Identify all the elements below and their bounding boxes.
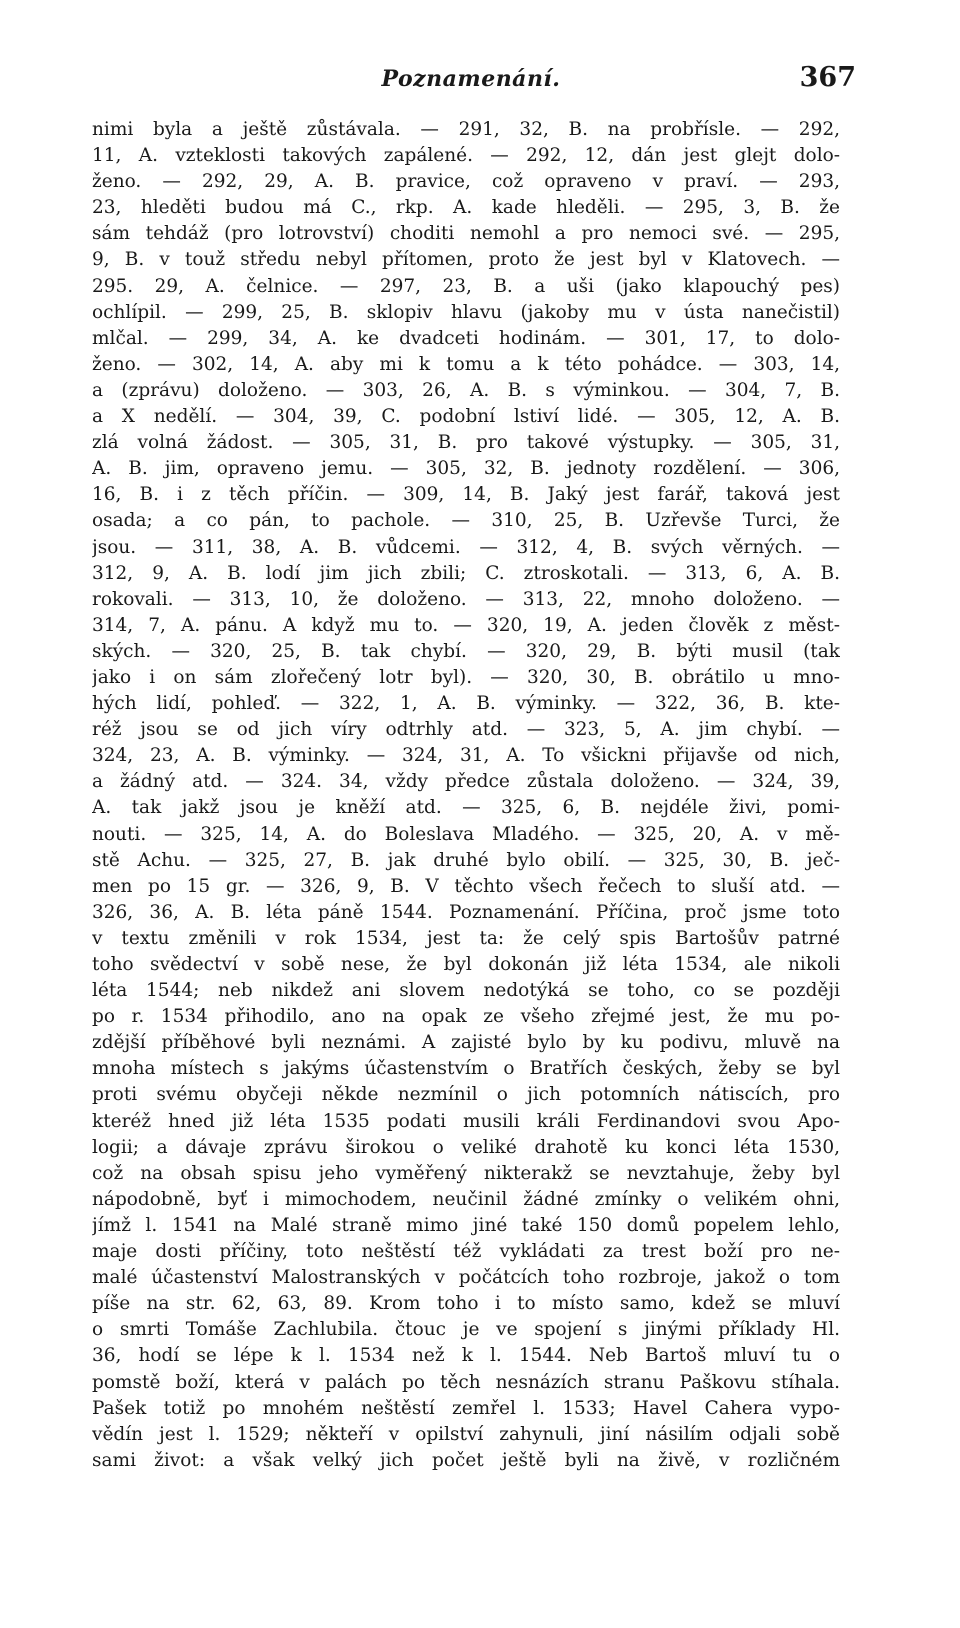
text-line: 16, B. i z těch příčin. — 309, 14, B. Jaký jest farář, taková jest — [92, 484, 840, 506]
running-title: Poznamenání. — [381, 66, 561, 92]
text-line: Pašek totiž po mnohém neštěstí zemřel l. 1533; Havel Cahera vypo- — [92, 1397, 840, 1419]
text-line: 314, 7, A. pánu. A když mu to. — 320, 19, A. jeden člověk z měst- — [92, 614, 840, 636]
text-line: malé účastenství Malostranských v počátcích toho rozbroje, jakož o tom — [92, 1267, 840, 1289]
text-line: kteréž hned již léta 1535 podati musili králi Ferdinandovi svou Apo- — [92, 1110, 840, 1132]
text-line: a X nedělí. — 304, 39, C. podobní lstiví lidé. — 305, 12, A. B. — [92, 406, 840, 428]
text-line: ženo. — 302, 14, A. aby mi k tomu a k této pohádce. — 303, 14, — [92, 353, 840, 375]
text-line: 324, 23, A. B. výminky. — 324, 31, A. To všickni přijavše od nich, — [92, 745, 840, 767]
text-line: sám tehdáž (pro lotrovství) choditi nemohl a pro nemoci své. — 295, — [92, 223, 840, 245]
text-line: toho svědectví v sobě nese, že byl dokonán již léta 1534, ale nikoli — [92, 954, 840, 975]
text-line: po r. 1534 přihodilo, ano na opak ze všeho zřejmé jest, že mu po- — [92, 1006, 840, 1028]
text-line: pomstě boží, která v palách po těch nesnázích stranu Paškovu stíhala. — [92, 1371, 840, 1393]
text-line: proti svému obyčeji někde nezmínil o jich potomních nátiscích, pro — [92, 1084, 840, 1106]
text-line: a žádný atd. — 324. 34, vždy předce zůstala doloženo. — 324, 39, — [92, 771, 840, 793]
page-number: 367 — [799, 62, 856, 93]
text-line: 11, A. vzteklosti takových zapálené. — 292, 12, dán jest glejt dolo- — [92, 145, 840, 167]
text-line: což na obsah spisu jeho vyměřený nikterakž se nevztahuje, žeby byl — [92, 1162, 840, 1184]
text-line: mnoha místech s jakýms účastenstvím o Bratřích českých, žeby se byl — [92, 1058, 840, 1080]
text-line: 326, 36, A. B. léta páně 1544. Poznamenání. Příčina, proč jsme toto — [92, 901, 840, 923]
text-line: 23, hleděti budou má C., rkp. A. kade hleděli. — 295, 3, B. že — [92, 197, 840, 219]
text-line: osada; a co pán, to pachole. — 310, 25, B. Uzřevše Turci, že — [92, 510, 840, 532]
text-line: A. B. jim, opraveno jemu. — 305, 32, B. jednoty rozdělení. — 306, — [92, 458, 840, 480]
text-line: jímž l. 1541 na Malé straně mimo jiné také 150 domů popelem lehlo, — [92, 1214, 840, 1236]
text-line: mlčal. — 299, 34, A. ke dvadceti hodinám. — 301, 17, to dolo- — [92, 327, 840, 349]
text-line: 36, hodí se lépe k l. 1534 než k l. 1544. Neb Bartoš mluví tu o — [92, 1345, 840, 1367]
text-line: v textu změnili v rok 1534, jest ta: že celý spis Bartošův patrné — [92, 927, 840, 949]
text-line: jsou. — 311, 38, A. B. vůdcemi. — 312, 4, B. svých věrných. — — [92, 536, 840, 558]
text-line: logii; a dávaje zprávu širokou o veliké drahotě ku konci léta 1530, — [92, 1136, 840, 1158]
body-text — [92, 117, 840, 1474]
text-line: 295. 29, A. čelnice. — 297, 23, B. a uši (jako klapouchý pes) — [92, 275, 840, 297]
text-line: nimi byla a ještě zůstávala. — 291, 32, B. na probřísle. — 292, — [92, 119, 840, 140]
text-line: vědín jest l. 1529; někteří v opilství zahynuli, jiní násilím odjali sobě — [92, 1423, 840, 1445]
text-line: nápodobně, byť i mimochodem, neučinil žádné zmínky o velikém ohni, — [92, 1188, 840, 1210]
text-line: hých lidí, pohleď. — 322, 1, A. B. výminky. — 322, 36, B. kte- — [92, 693, 840, 715]
text-line: nouti. — 325, 14, A. do Boleslava Mladého. — 325, 20, A. v mě- — [92, 823, 840, 845]
text-line: ských. — 320, 25, B. tak chybí. — 320, 29, B. býti musil (tak — [92, 640, 840, 662]
text-line: zlá volná žádost. — 305, 31, B. pro takové výstupky. — 305, 31, — [92, 432, 840, 454]
text-line: réž jsou se od jich víry odtrhly atd. — 323, 5, A. jim chybí. — — [92, 719, 840, 741]
running-head — [92, 62, 856, 96]
text-line: a (zprávu) doloženo. — 303, 26, A. B. s výminkou. — 304, 7, B. — [92, 379, 840, 401]
text-line: maje dosti příčiny, toto neštěstí též vykládati za trest boží pro ne- — [92, 1241, 840, 1263]
text-line: píše na str. 62, 63, 89. Krom toho i to místo samo, kdež se mluví — [92, 1293, 840, 1315]
text-line: o smrti Tomáše Zachlubila. čtouc je ve spojení s jinými příklady Hl. — [92, 1319, 840, 1341]
text-line: A. tak jakž jsou je kněží atd. — 325, 6, B. nejdéle živi, pomi- — [92, 797, 840, 819]
text-line: men po 15 gr. — 326, 9, B. V těchto všech řečech to sluší atd. — — [92, 875, 840, 897]
text-line: stě Achu. — 325, 27, B. jak druhé bylo obilí. — 325, 30, B. ječ- — [92, 849, 840, 871]
text-line: jako i on sám zlořečený lotr byl). — 320, 30, B. obrátilo u mno- — [92, 666, 840, 688]
text-line: 312, 9, A. B. lodí jim jich zbili; C. ztroskotali. — 313, 6, A. B. — [92, 562, 840, 584]
text-line: ochlípil. — 299, 25, B. sklopiv hlavu (jakoby mu v ústa nanečistil) — [92, 301, 840, 323]
text-line: sami život: a však velký jich počet ještě byli na živě, v rozličném — [92, 1449, 840, 1471]
text-line: léta 1544; neb nikdež ani slovem nedotýká se toho, co se později — [92, 980, 840, 1002]
text-line: ženo. — 292, 29, A. B. pravice, což opraveno v praví. — 293, — [92, 171, 840, 193]
text-line: rokovali. — 313, 10, že doloženo. — 313, 22, mnoho doloženo. — — [92, 588, 840, 610]
text-line: zdější příběhové byli neznámi. A zajisté bylo by ku podivu, mluvě na — [92, 1032, 840, 1054]
text-line: 9, B. v touž středu nebyl přítomen, proto že jest byl v Klatovech. — — [92, 249, 840, 271]
